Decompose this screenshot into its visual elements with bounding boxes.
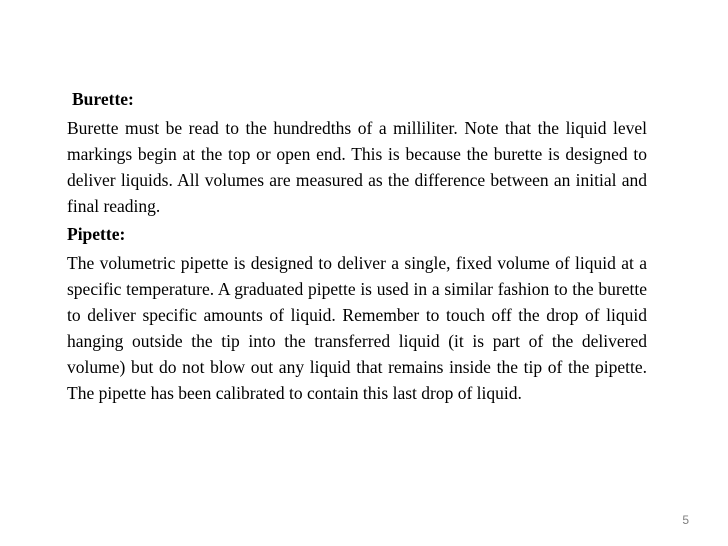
slide-content (67, 86, 647, 408)
burette-paragraph: Burette must be read to the hundredths of a milliliter. Note that the liquid level markings begin at the top or open end. This is because the burette is designed to deliver liquids. All volumes are measured as the difference between an initial and final reading. (67, 118, 647, 216)
pipette-paragraph: The volumetric pipette is designed to deliver a single, fixed volume of liquid at a specific temperature. A graduated pipette is used in a similar fashion to the burette to deliver specific amounts of liquid. Remember to touch off the drop of liquid hanging outside the tip into the transferred liquid (it is part of the delivered volume) but do not blow out any liquid that remains inside the tip of the pipette. The pipette has been calibrated to contain this last drop of liquid. (67, 253, 647, 403)
pipette-heading: Pipette: (67, 224, 126, 244)
burette-heading: Burette: (72, 89, 134, 109)
page-number: 5 (682, 513, 689, 527)
